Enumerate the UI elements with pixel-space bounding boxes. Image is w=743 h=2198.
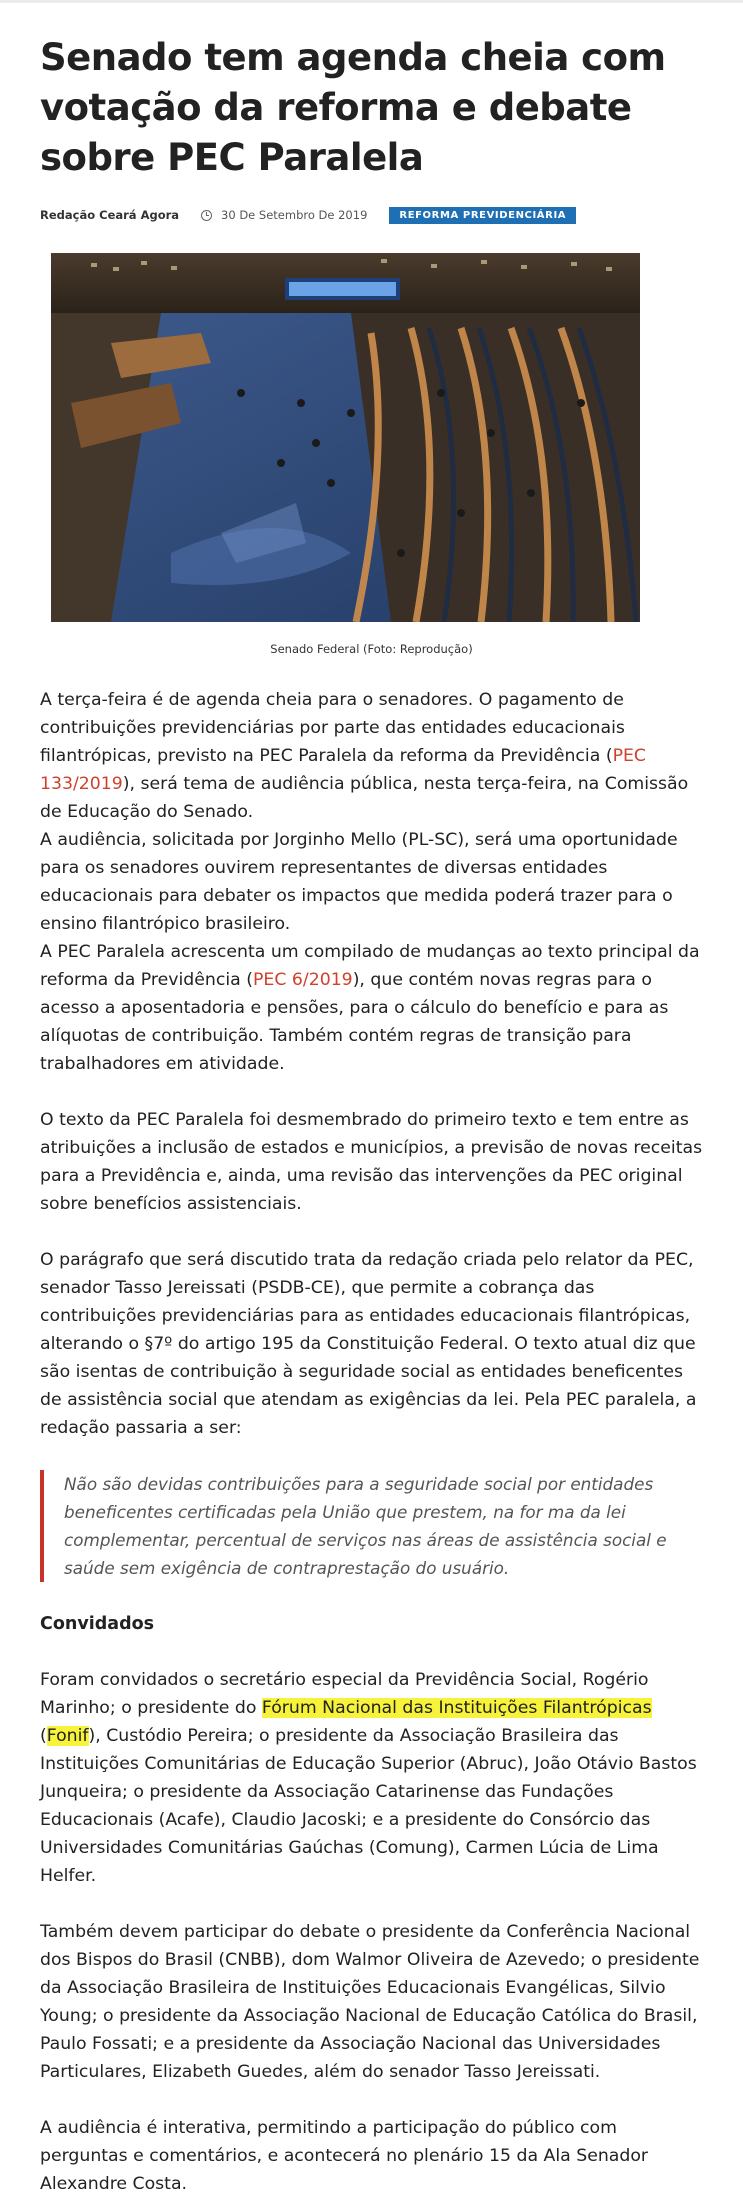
article-figure	[40, 253, 703, 656]
paragraph	[40, 938, 703, 1078]
author-name[interactable]: Redação Ceará Agora	[40, 208, 180, 222]
pec-133-link[interactable]: PEC 133/2019	[40, 746, 646, 794]
paragraph: A audiência, solicitada por Jorginho Mello (PL-SC), será uma oportunidade para os senadores ouvirem representantes de diversas entidades educacionais para debater os impactos que medida poderá trazer para o ensino filantrópico brasileiro.	[40, 830, 678, 934]
fonif-link[interactable]: Fonif	[46, 1726, 89, 1746]
pec-6-link[interactable]: PEC 6/2019	[252, 970, 353, 990]
paragraph	[40, 686, 703, 826]
section-heading: Convidados	[40, 1614, 155, 1634]
paragraph: O texto da PEC Paralela foi desmembrado do primeiro texto e tem entre as atribuições a inclusão de estados e municípios, a previsão de novas receitas para a Previdência e, ainda, uma revisão das intervenções da PEC original sobre benefícios assistenciais.	[40, 1110, 703, 1214]
paragraph: A audiência é interativa, permitindo a participação do público com perguntas e comentários, e acontecerá no plenário 15 da Ala Senador Alexandre Costa.	[40, 2118, 649, 2194]
article-title: Senado tem agenda cheia com votação da reforma e debate sobre PEC Paralela	[40, 36, 666, 179]
paragraph-text: ), Custódio Pereira; o presidente da Associação Brasileira das Instituições Comunitárias de Educação Superior (Abruc), João Otávio Bastos Junqueira; o presidente da Associação Catarinense das Fundações Educacionais (Acafe), Claudio Jacoski; e a presidente do Consórcio das Universidades Comunitárias Gaúchas (Comung), Carmen Lúcia de Lima Helfer.	[40, 1726, 697, 1886]
image-caption: Senado Federal (Foto: Reprodução)	[270, 642, 473, 656]
clock-icon	[201, 210, 212, 221]
paragraph-text: A PEC Paralela acrescenta um compilado de mudanças ao texto principal da reforma da Previdência (	[40, 942, 700, 990]
publish-date-text: 30 De Setembro De 2019	[221, 208, 368, 222]
publish-date	[201, 208, 367, 222]
paragraph	[40, 1666, 703, 1890]
senate-plenary-photo	[51, 253, 640, 622]
paragraph: Também devem participar do debate o presidente da Conferência Nacional dos Bispos do Brasil (CNBB), dom Walmor Oliveira de Azevedo; o presidente da Associação Brasileira de Instituições Educacionais Evangélicas, Silvio Young; o presidente da Associação Nacional de Educação Católica do Brasil, Paulo Fossati; e a presidente da Associação Nacional das Universidades Particulares, Elizabeth Guedes, além do senador Tasso Jereissati.	[40, 1922, 700, 2082]
paragraph: O parágrafo que será discutido trata da redação criada pelo relator da PEC, senador Tasso Jereissati (PSDB-CE), que permite a cobrança das contribuições previdenciárias para as entidades educacionais filantrópicas, alterando o §7º do artigo 195 da Constituição Federal. O texto atual diz que são isentas de contribuição à seguridade social as entidades beneficentes de assistência social que atendam as exigências da lei. Pela PEC paralela, a redação passaria a ser:	[40, 1250, 697, 1438]
paragraph-text: ), que contém novas regras para o acesso a aposentadoria e pensões, para o cálculo do benefício e para as alíquotas de contribuição. Também contém regras de transição para trabalhadores em atividade.	[40, 970, 669, 1074]
category-badge[interactable]: REFORMA PREVIDENCIÁRIA	[389, 207, 576, 224]
paragraph-text: ), será tema de audiência pública, nesta terça-feira, na Comissão de Educação do Senado.	[40, 774, 689, 822]
article	[0, 33, 743, 2198]
paragraph-text: Foram convidados o secretário especial da Previdência Social, Rogério Marinho; o presidente do	[40, 1670, 649, 1718]
top-border	[0, 0, 743, 3]
article-body	[40, 686, 703, 2198]
paragraph-text: (	[40, 1726, 47, 1746]
fonif-full-link[interactable]: Fórum Nacional das Instituições Filantrópicas	[261, 1698, 652, 1718]
paragraph-text: A terça-feira é de agenda cheia para o senadores. O pagamento de contribuições previdenciárias por parte das entidades educacionais filantrópicas, previsto na PEC Paralela da reforma da Previdência (	[40, 690, 625, 766]
quote-block: Não são devidas contribuições para a seguridade social por entidades beneficentes certificadas pela União que prestem, na for ma da lei complementar, percentual de serviços nas áreas de assistência social e saúde sem exigência de contraprestação do usuário.	[40, 1470, 703, 1582]
article-meta	[40, 205, 703, 225]
